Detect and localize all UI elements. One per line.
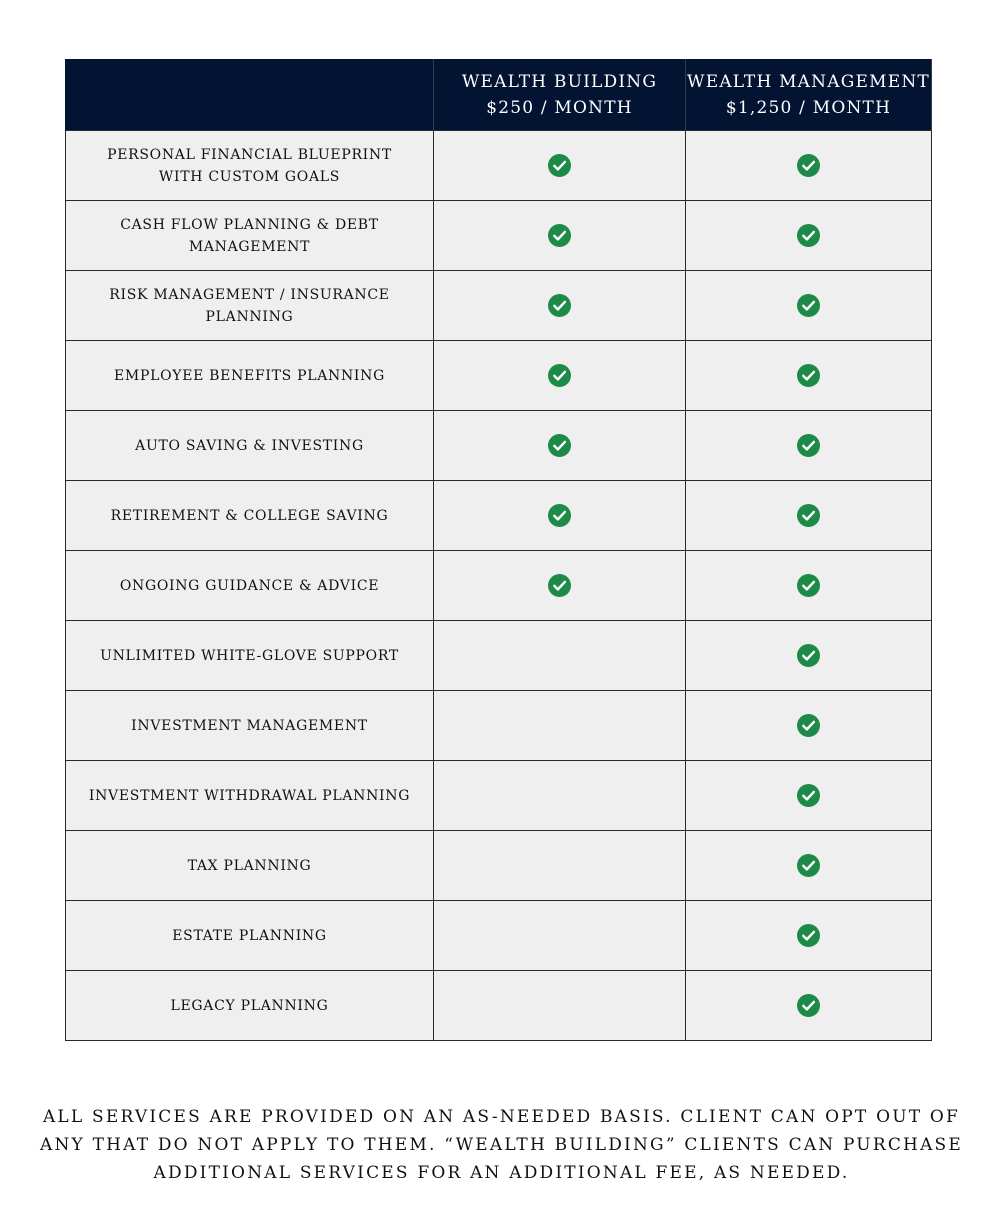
check-circle-icon xyxy=(797,364,820,387)
check-circle-icon xyxy=(548,154,571,177)
feature-cell xyxy=(66,901,434,971)
feature-label: PERSONAL FINANCIAL BLUEPRINT WITH CUSTOM GOALS xyxy=(107,146,392,185)
wealth-building-cell xyxy=(434,131,686,201)
wealth-building-cell xyxy=(434,271,686,341)
table-row xyxy=(66,691,932,761)
wealth-management-cell xyxy=(686,761,932,831)
check-circle-icon xyxy=(797,994,820,1017)
wealth-building-cell xyxy=(434,621,686,691)
check-circle-icon xyxy=(797,854,820,877)
check-circle-icon xyxy=(797,574,820,597)
feature-label: UNLIMITED WHITE-GLOVE SUPPORT xyxy=(100,647,399,664)
check-circle-icon xyxy=(797,714,820,737)
wealth-management-cell xyxy=(686,131,932,201)
feature-label: LEGACY PLANNING xyxy=(170,997,329,1014)
table-row xyxy=(66,901,932,971)
feature-cell xyxy=(66,551,434,621)
table-header-row xyxy=(66,59,932,131)
check-circle-icon xyxy=(797,434,820,457)
feature-cell xyxy=(66,341,434,411)
feature-cell xyxy=(66,201,434,271)
wealth-building-cell xyxy=(434,691,686,761)
plan-header-wealth-management xyxy=(686,59,932,131)
wealth-management-cell xyxy=(686,201,932,271)
wealth-building-cell xyxy=(434,901,686,971)
wealth-building-cell xyxy=(434,201,686,271)
header-corner-cell xyxy=(66,59,434,131)
check-circle-icon xyxy=(797,504,820,527)
check-circle-icon xyxy=(797,784,820,807)
check-circle-icon xyxy=(548,294,571,317)
plan-name: WEALTH BUILDING xyxy=(461,71,658,92)
check-circle-icon xyxy=(797,294,820,317)
table-row xyxy=(66,971,932,1041)
wealth-management-cell xyxy=(686,621,932,691)
plan-name: WEALTH MANAGEMENT xyxy=(687,71,930,92)
feature-label: EMPLOYEE BENEFITS PLANNING xyxy=(114,367,385,384)
table-row xyxy=(66,131,932,201)
wealth-building-cell xyxy=(434,831,686,901)
table-row xyxy=(66,411,932,481)
wealth-management-cell xyxy=(686,691,932,761)
feature-label: INVESTMENT WITHDRAWAL PLANNING xyxy=(88,787,411,804)
check-circle-icon xyxy=(797,644,820,667)
feature-label: AUTO SAVING & INVESTING xyxy=(135,437,364,454)
wealth-management-cell xyxy=(686,901,932,971)
feature-cell xyxy=(66,271,434,341)
wealth-building-cell xyxy=(434,971,686,1041)
feature-label: RETIREMENT & COLLEGE SAVING xyxy=(110,507,389,524)
wealth-building-cell xyxy=(434,761,686,831)
feature-label: TAX PLANNING xyxy=(187,857,312,874)
check-circle-icon xyxy=(797,154,820,177)
wealth-management-cell xyxy=(686,341,932,411)
feature-cell xyxy=(66,621,434,691)
feature-label: CASH FLOW PLANNING & DEBT MANAGEMENT xyxy=(120,216,379,255)
wealth-building-cell xyxy=(434,341,686,411)
wealth-building-cell xyxy=(434,551,686,621)
feature-cell xyxy=(66,831,434,901)
check-circle-icon xyxy=(548,574,571,597)
wealth-management-cell xyxy=(686,411,932,481)
table-row xyxy=(66,271,932,341)
check-circle-icon xyxy=(548,364,571,387)
plan-price: $1,250 / MONTH xyxy=(725,97,892,118)
check-circle-icon xyxy=(797,224,820,247)
table-row xyxy=(66,551,932,621)
feature-label: RISK MANAGEMENT / INSURANCE PLANNING xyxy=(109,286,390,325)
table-row xyxy=(66,831,932,901)
plan-header-wealth-building xyxy=(434,59,686,131)
wealth-building-cell xyxy=(434,411,686,481)
feature-cell xyxy=(66,761,434,831)
feature-cell xyxy=(66,131,434,201)
service-comparison-table xyxy=(65,59,932,1041)
wealth-building-cell xyxy=(434,481,686,551)
feature-cell xyxy=(66,481,434,551)
table-row xyxy=(66,761,932,831)
wealth-management-cell xyxy=(686,831,932,901)
feature-cell xyxy=(66,691,434,761)
wealth-management-cell xyxy=(686,481,932,551)
check-circle-icon xyxy=(548,224,571,247)
check-circle-icon xyxy=(548,434,571,457)
feature-label: ESTATE PLANNING xyxy=(172,927,327,944)
table-row xyxy=(66,341,932,411)
wealth-management-cell xyxy=(686,971,932,1041)
feature-cell xyxy=(66,411,434,481)
check-circle-icon xyxy=(548,504,571,527)
wealth-management-cell xyxy=(686,551,932,621)
table-row xyxy=(66,621,932,691)
table-row xyxy=(66,481,932,551)
feature-label: ONGOING GUIDANCE & ADVICE xyxy=(119,577,380,594)
check-circle-icon xyxy=(797,924,820,947)
feature-cell xyxy=(66,971,434,1041)
plan-price: $250 / MONTH xyxy=(486,97,633,118)
table-row xyxy=(66,201,932,271)
services-footnote: ALL SERVICES ARE PROVIDED ON AN AS-NEEDED BASIS. CLIENT CAN OPT OUT OF ANY THAT DO NOT APPLY TO THEM. “WEALTH BUILDING” CLIENTS CAN PURCHASE ADDITIONAL SERVICES FOR AN ADDITIONAL FEE, AS NEEDED. xyxy=(40,1107,964,1183)
feature-rows xyxy=(66,131,932,1041)
wealth-management-cell xyxy=(686,271,932,341)
feature-label: INVESTMENT MANAGEMENT xyxy=(131,717,368,734)
